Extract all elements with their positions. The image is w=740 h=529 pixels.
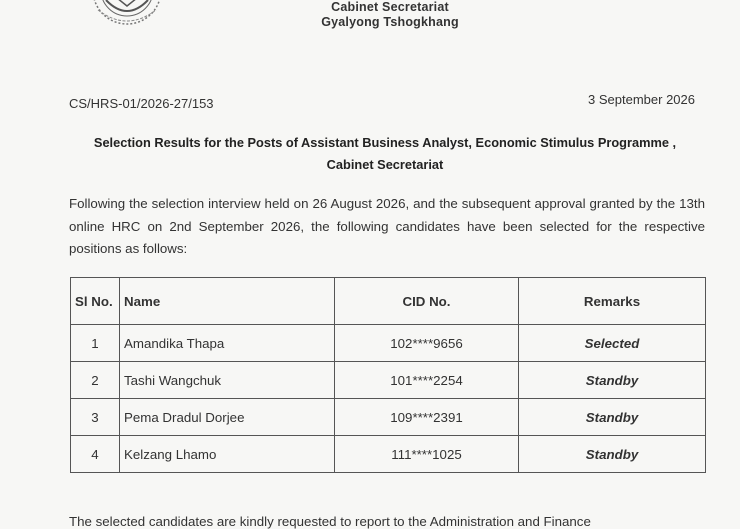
document-title: Selection Results for the Posts of Assistant Business Analyst, Economic Stimulus Programme , Cabinet Secretariat xyxy=(93,135,677,172)
table-row xyxy=(71,399,706,436)
organization-name: Cabinet Secretariat xyxy=(331,0,449,14)
cell-remarks: Standby xyxy=(519,362,706,399)
cell-name: Kelzang Lhamo xyxy=(120,436,335,473)
header-remarks: Remarks xyxy=(519,278,706,325)
letter-date: 3 September 2026 xyxy=(588,92,695,107)
table-row xyxy=(71,362,706,399)
results-table xyxy=(70,277,706,473)
cell-cid: 102****9656 xyxy=(335,325,519,362)
header-cid: CID No. xyxy=(335,278,519,325)
cell-sl-no: 4 xyxy=(71,436,120,473)
cell-name: Pema Dradul Dorjee xyxy=(120,399,335,436)
header-name: Name xyxy=(120,278,335,325)
emblem-logo xyxy=(84,0,170,28)
cell-sl-no: 2 xyxy=(71,362,120,399)
cell-name: Amandika Thapa xyxy=(120,325,335,362)
cell-remarks: Standby xyxy=(519,399,706,436)
organization-name-local: Gyalyong Tshogkhang xyxy=(321,15,459,29)
cell-sl-no: 3 xyxy=(71,399,120,436)
cell-name: Tashi Wangchuk xyxy=(120,362,335,399)
cell-cid: 101****2254 xyxy=(335,362,519,399)
table-row xyxy=(71,436,706,473)
cell-cid: 111****1025 xyxy=(335,436,519,473)
footer-paragraph-partial: The selected candidates are kindly requested to report to the Administration and Finance xyxy=(69,514,591,529)
cell-sl-no: 1 xyxy=(71,325,120,362)
body-paragraph: Following the selection interview held on 26 August 2026, and the subsequent approval granted by the 13th online HRC on 2nd September 2026, the following candidates have been selected for the respective positions as follows: xyxy=(69,196,705,256)
cell-remarks: Standby xyxy=(519,436,706,473)
reference-number: CS/HRS-01/2026-27/153 xyxy=(69,96,214,111)
header-sl-no: Sl No. xyxy=(71,278,120,325)
table-header-row xyxy=(71,278,706,325)
cell-cid: 109****2391 xyxy=(335,399,519,436)
cell-remarks: Selected xyxy=(519,325,706,362)
table-row xyxy=(71,325,706,362)
